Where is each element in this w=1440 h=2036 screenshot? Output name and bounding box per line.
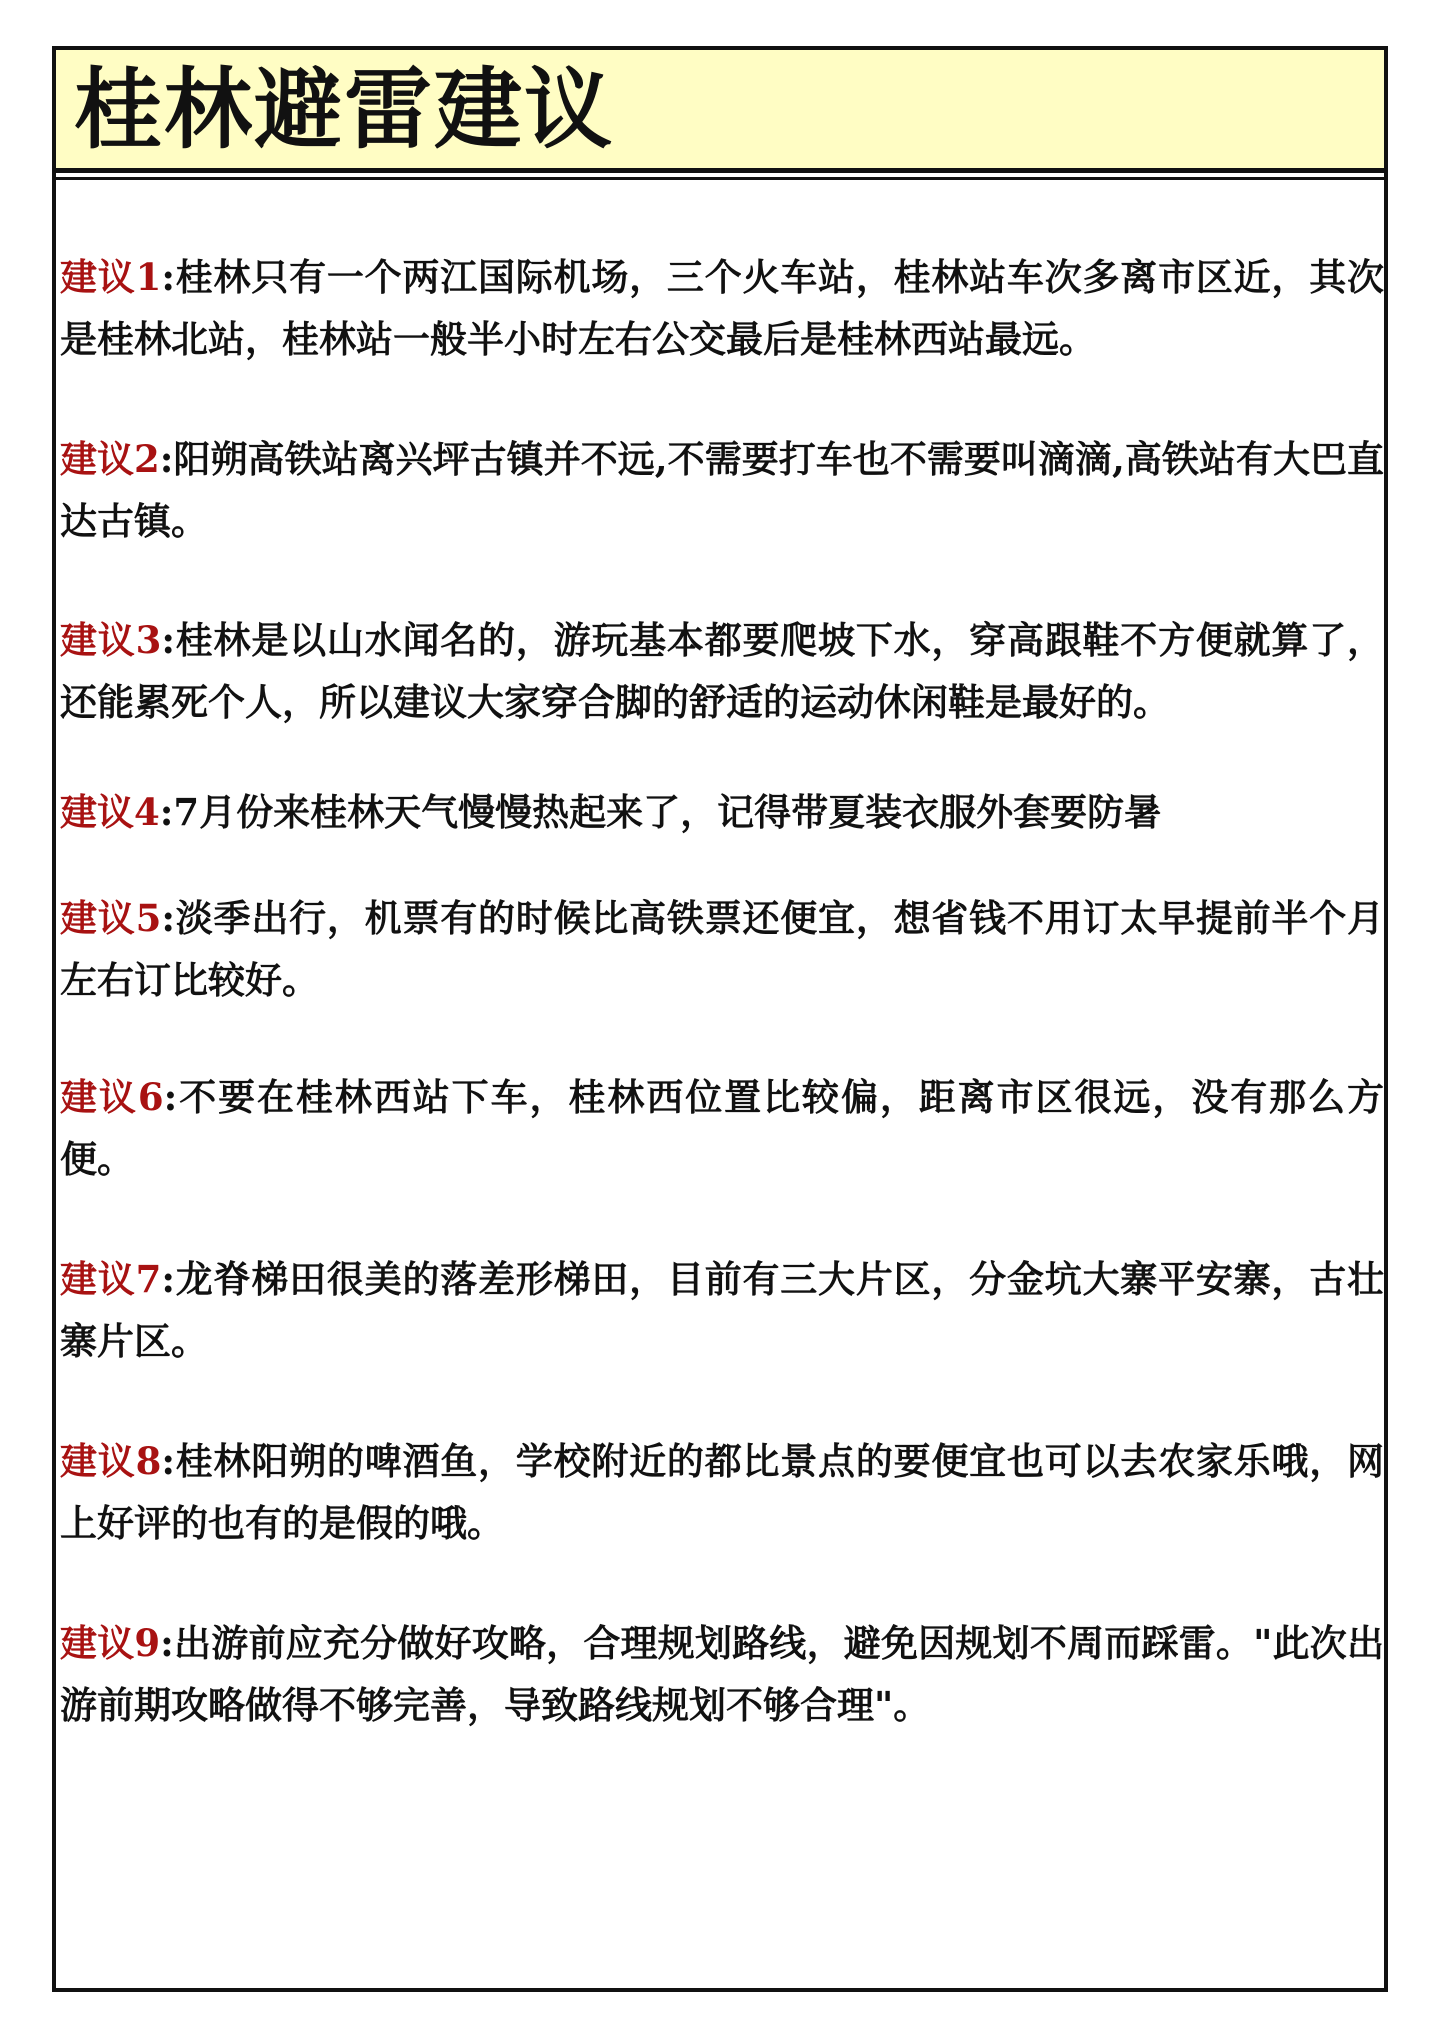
tip-item [60, 887, 1384, 1011]
tip-item [60, 1248, 1384, 1372]
tip-text: :桂林只有一个两江国际机场，三个火车站，桂林站车次多离市区近，其次是桂林北站，桂林站一般半小时左右公交最后是桂林西站最远。 [60, 255, 1384, 361]
title-bar [56, 50, 1384, 173]
tip-label: 建议5 [60, 896, 162, 940]
tip-label: 建议6 [60, 1075, 164, 1119]
tip-text: :桂林阳朔的啤酒鱼，学校附近的都比景点的要便宜也可以去农家乐哦，网上好评的也有的是假的哦。 [60, 1439, 1384, 1545]
tip-label: 建议4 [60, 790, 160, 834]
tip-item [60, 246, 1384, 370]
tip-item [60, 1430, 1384, 1554]
tip-label: 建议3 [60, 618, 162, 662]
tip-label: 建议1 [60, 255, 162, 299]
page-title: 桂林避雷建议 [74, 57, 615, 161]
tip-text: :7月份来桂林天气慢慢热起来了，记得带夏装衣服外套要防暑 [159, 790, 1162, 834]
tip-item [60, 609, 1384, 733]
tip-label: 建议2 [60, 437, 160, 481]
tip-label: 建议8 [60, 1439, 162, 1483]
tips-list [60, 246, 1384, 1736]
tip-text: :龙脊梯田很美的落差形梯田，目前有三大片区，分金坑大寨平安寨，古壮寨片区。 [60, 1257, 1384, 1363]
tip-label: 建议9 [60, 1621, 161, 1665]
tip-item [60, 781, 1384, 843]
tip-item [60, 428, 1384, 552]
tip-text: :阳朔高铁站离兴坪古镇并不远,不需要打车也不需要叫滴滴,高铁站有大巴直达古镇。 [60, 437, 1384, 543]
tip-item [60, 1612, 1384, 1736]
tip-text: :出游前应充分做好攻略，合理规划路线，避免因规划不周而踩雷。"此次出游前期攻略做得不够完善，导致路线规划不够合理"。 [60, 1621, 1384, 1727]
tip-text: :不要在桂林西站下车，桂林西位置比较偏，距离市区很远，没有那么方便。 [60, 1075, 1385, 1181]
tip-label: 建议7 [60, 1257, 162, 1301]
document-frame [52, 46, 1388, 1992]
tip-text: :桂林是以山水闻名的，游玩基本都要爬坡下水，穿高跟鞋不方便就算了，还能累死个人，所以建议大家穿合脚的舒适的运动休闲鞋是最好的。 [60, 618, 1384, 724]
tip-text: :淡季出行，机票有的时候比高铁票还便宜，想省钱不用订太早提前半个月左右订比较好。 [60, 896, 1384, 1002]
tip-item [60, 1066, 1384, 1190]
